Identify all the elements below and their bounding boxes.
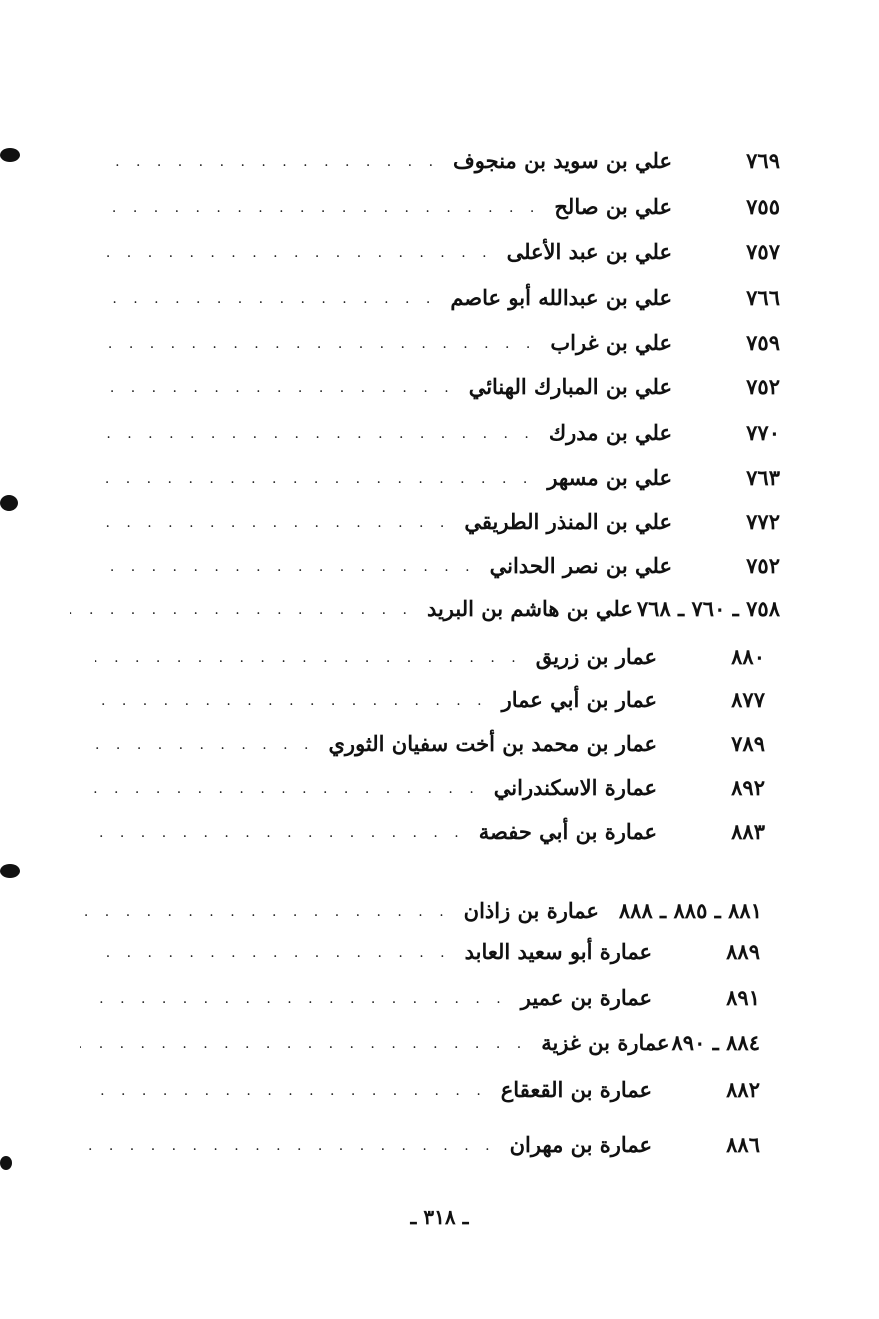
entry-number: ٨٨٢ <box>726 1076 760 1102</box>
entry-number: ٨٨٦ <box>726 1131 760 1157</box>
entry-name: عمارة بن القعقاع <box>500 1076 652 1102</box>
entry-name: عمارة بن غزية <box>541 1029 670 1055</box>
scan-mark <box>0 1156 12 1170</box>
entry-name: علي بن عبد الأعلى <box>506 238 672 264</box>
dot-leader <box>88 1083 501 1099</box>
dot-leader <box>108 559 490 575</box>
index-entry <box>88 931 760 971</box>
index-entry <box>95 679 765 719</box>
entry-number: ٧٦٣ <box>746 464 780 490</box>
entry-name: علي بن عبدالله أبو عاصم <box>450 284 672 310</box>
index-entry <box>90 767 765 807</box>
index-entry <box>80 1022 760 1062</box>
entry-name: علي بن غراب <box>550 329 672 355</box>
dot-leader <box>100 426 549 442</box>
index-entry <box>100 366 780 406</box>
dot-leader <box>100 515 464 531</box>
dot-leader <box>80 904 464 920</box>
entry-name: عمار بن محمد بن أخت سفيان الثوري <box>328 730 657 756</box>
dot-leader <box>88 945 465 961</box>
index-entry <box>100 412 780 452</box>
index-entry <box>100 140 780 180</box>
dot-leader <box>100 154 453 170</box>
scan-mark <box>0 495 18 511</box>
entry-name: عمار بن زريق <box>535 643 657 669</box>
index-entry <box>95 636 765 676</box>
entry-number: ٧٦٦ <box>746 284 780 310</box>
entry-name: علي بن مدرك <box>548 419 672 445</box>
entry-number: ٧٧٠ <box>746 419 780 445</box>
entry-number: ٨٨١ ـ ٨٨٥ ـ ٨٨٨ <box>618 897 762 923</box>
dot-leader <box>90 825 479 841</box>
index-entry <box>90 723 765 763</box>
entry-name: عمارة أبو سعيد العابد <box>464 938 652 964</box>
entry-number: ٧٥٨ ـ ٧٦٠ ـ ٧٦٨ <box>636 595 780 621</box>
entry-name: عمارة بن زاذان <box>463 897 599 923</box>
entry-name: عمار بن أبي عمار <box>501 686 657 712</box>
dot-leader <box>100 336 550 352</box>
index-entry <box>108 545 780 585</box>
entry-number: ٧٥٢ <box>746 552 780 578</box>
page-number: ـ ٣١٨ ـ <box>410 1205 469 1229</box>
dot-leader <box>95 650 536 666</box>
index-entry <box>100 186 780 226</box>
entry-number: ٧٨٩ <box>731 730 765 756</box>
scan-mark <box>0 148 20 162</box>
entry-name: علي بن صالح <box>554 193 672 219</box>
dot-leader <box>100 245 507 261</box>
entry-number: ٨٧٧ <box>731 686 765 712</box>
dot-leader <box>88 991 521 1007</box>
index-entry <box>100 231 780 271</box>
index-entry <box>70 588 780 628</box>
entry-number: ٨٨٣ <box>731 818 765 844</box>
entry-name: علي بن هاشم بن البريد <box>426 595 633 621</box>
index-entry <box>100 457 780 497</box>
entry-name: علي بن مسهر <box>547 464 672 490</box>
index-entry <box>100 322 780 362</box>
index-entry <box>88 1124 760 1164</box>
index-entry <box>90 811 765 851</box>
dot-leader <box>108 291 450 307</box>
index-entry <box>108 277 780 317</box>
dot-leader <box>100 200 554 216</box>
entry-number: ٨٩١ <box>726 984 760 1010</box>
entry-number: ٨٨٤ ـ ٨٩٠ <box>671 1029 760 1055</box>
entry-name: علي بن سويد بن منجوف <box>453 147 672 173</box>
dot-leader <box>95 693 502 709</box>
scan-mark <box>0 864 20 878</box>
entry-name: علي بن المنذر الطريقي <box>464 508 672 534</box>
entry-number: ٧٥٢ <box>746 373 780 399</box>
entry-name: عمارة بن مهران <box>509 1131 652 1157</box>
index-entry <box>100 501 780 541</box>
entry-name: عمارة بن أبي حفصة <box>478 818 657 844</box>
entry-name: علي بن نصر الحداني <box>489 552 672 578</box>
entry-number: ٧٥٥ <box>746 193 780 219</box>
entry-number: ٧٧٢ <box>746 508 780 534</box>
index-entry <box>80 890 762 930</box>
entry-number: ٧٥٩ <box>746 329 780 355</box>
entry-name: عمارة بن عمير <box>520 984 652 1010</box>
entry-number: ٧٦٩ <box>746 147 780 173</box>
dot-leader <box>80 1036 541 1052</box>
entry-number: ٨٨٩ <box>726 938 760 964</box>
dot-leader <box>70 602 427 618</box>
entry-name: علي بن المبارك الهنائي <box>468 373 672 399</box>
index-entry <box>88 1069 760 1109</box>
dot-leader <box>88 1138 510 1154</box>
entry-number: ٨٨٠ <box>731 643 765 669</box>
index-entry <box>88 977 760 1017</box>
dot-leader <box>100 380 469 396</box>
dot-leader <box>90 781 494 797</box>
entry-name: عمارة الاسكندراني <box>493 774 657 800</box>
entry-number: ٨٩٢ <box>731 774 765 800</box>
dot-leader <box>90 737 328 753</box>
entry-number: ٧٥٧ <box>746 238 780 264</box>
dot-leader <box>100 471 547 487</box>
